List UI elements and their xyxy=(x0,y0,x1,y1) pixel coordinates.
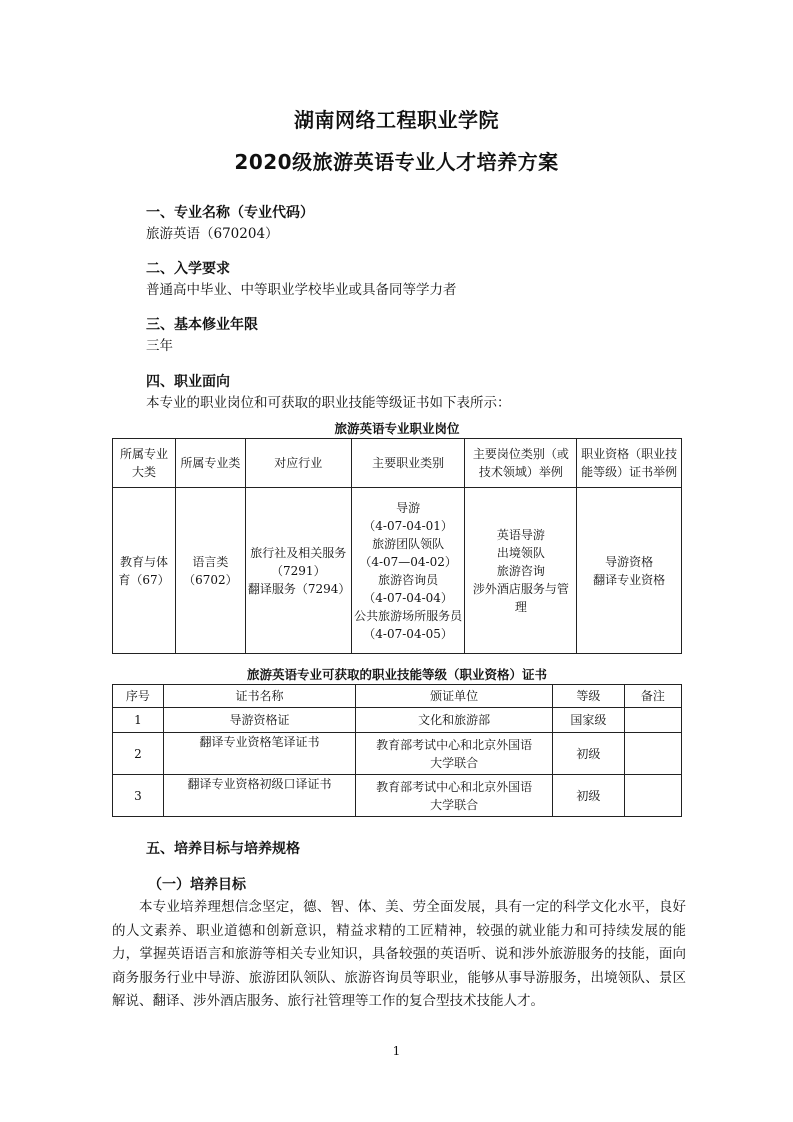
certificate-table xyxy=(112,684,682,817)
note xyxy=(624,708,681,733)
table-header-row xyxy=(113,685,682,708)
level: 国家级 xyxy=(552,708,624,733)
industry-cell: 旅行社及相关服务（7291） 翻译服务（7294） xyxy=(245,488,351,654)
occupation-table xyxy=(112,438,682,654)
section-1-body: 旅游英语（670204） xyxy=(146,226,279,242)
major-category-cell: 教育与体育（67） xyxy=(113,488,176,654)
level: 初级 xyxy=(552,733,624,775)
table-2-caption: 旅游英语专业可获取的职业技能等级（职业资格）证书 xyxy=(246,667,547,682)
note xyxy=(624,733,681,775)
header-cell: 等级 xyxy=(552,685,624,708)
header-cell: 备注 xyxy=(624,685,681,708)
certificate-name: 翻译专业资格笔译证书 xyxy=(163,733,355,775)
row-number: 2 xyxy=(113,733,164,775)
certificate-name: 翻译专业资格初级口译证书 xyxy=(163,775,355,817)
level: 初级 xyxy=(552,775,624,817)
section-5-heading: 五、培养目标与培养规格 xyxy=(146,841,300,857)
plan-title: 2020级旅游英语专业人才培养方案 xyxy=(234,150,559,174)
header-cell: 主要职业类别 xyxy=(351,439,465,488)
section-5-subheading: （一）培养目标 xyxy=(148,877,246,893)
header-cell: 颁证单位 xyxy=(356,685,553,708)
header-cell: 所属专业类 xyxy=(175,439,245,488)
section-2-body: 普通高中毕业、中等职业学校毕业或具备同等学力者 xyxy=(146,282,457,298)
major-class-cell: 语言类（6702） xyxy=(175,488,245,654)
training-goal-paragraph: 本专业培养理想信念坚定，德、智、体、美、劳全面发展，具有一定的科学文化水平，良好的人文素养、职业道德和创新意识，精益求精的工匠精神，较强的就业能力和可持续发展的能力，掌握英语语言和旅游等相关专业知识，具备较强的英语听、说和涉外旅游服务的技能，面向商务服务行业中导游、旅游团队领队、旅游咨询员等职业，能够从事导游服务，出境领队、景区解说、翻译、涉外酒店服务、旅行社管理等工作的复合型技术技能人才。 xyxy=(112,899,686,1009)
header-cell: 对应行业 xyxy=(245,439,351,488)
page-number: 1 xyxy=(392,1044,401,1058)
table-1-caption: 旅游英语专业职业岗位 xyxy=(334,421,460,436)
note xyxy=(624,775,681,817)
section-2-heading: 二、入学要求 xyxy=(146,261,230,277)
table-row xyxy=(113,708,682,733)
positions-cell: 英语导游 出境领队 旅游咨询 涉外酒店服务与管理 xyxy=(465,488,577,654)
issuer: 教育部考试中心和北京外国语大学联合 xyxy=(356,733,553,775)
section-4-body: 本专业的职业岗位和可获取的职业技能等级证书如下表所示： xyxy=(146,395,511,411)
header-cell: 主要岗位类别（或技术领域）举例 xyxy=(465,439,577,488)
header-cell: 职业资格（职业技能等级）证书举例 xyxy=(577,439,682,488)
row-number: 1 xyxy=(113,708,164,733)
section-3-heading: 三、基本修业年限 xyxy=(146,317,258,333)
table-row xyxy=(113,733,682,775)
certificate-name: 导游资格证 xyxy=(163,708,355,733)
school-title: 湖南网络工程职业学院 xyxy=(294,108,499,132)
issuer: 文化和旅游部 xyxy=(356,708,553,733)
row-number: 3 xyxy=(113,775,164,817)
section-3-body: 三年 xyxy=(146,338,173,354)
header-cell: 所属专业大类 xyxy=(113,439,176,488)
certificates-cell: 导游资格 翻译专业资格 xyxy=(577,488,682,654)
header-cell: 证书名称 xyxy=(163,685,355,708)
section-1-heading: 一、专业名称（专业代码） xyxy=(146,205,314,221)
section-4-heading: 四、职业面向 xyxy=(146,374,230,390)
table-header-row xyxy=(113,439,682,488)
header-cell: 序号 xyxy=(113,685,164,708)
issuer: 教育部考试中心和北京外国语大学联合 xyxy=(356,775,553,817)
table-row xyxy=(113,775,682,817)
table-row xyxy=(113,488,682,654)
occupation-cell: 导游 （4-07-04-01） 旅游团队领队 （4-07—04-02） 旅游咨询员 （4-07-04-04） 公共旅游场所服务员 （4-07-04-05） xyxy=(351,488,465,654)
